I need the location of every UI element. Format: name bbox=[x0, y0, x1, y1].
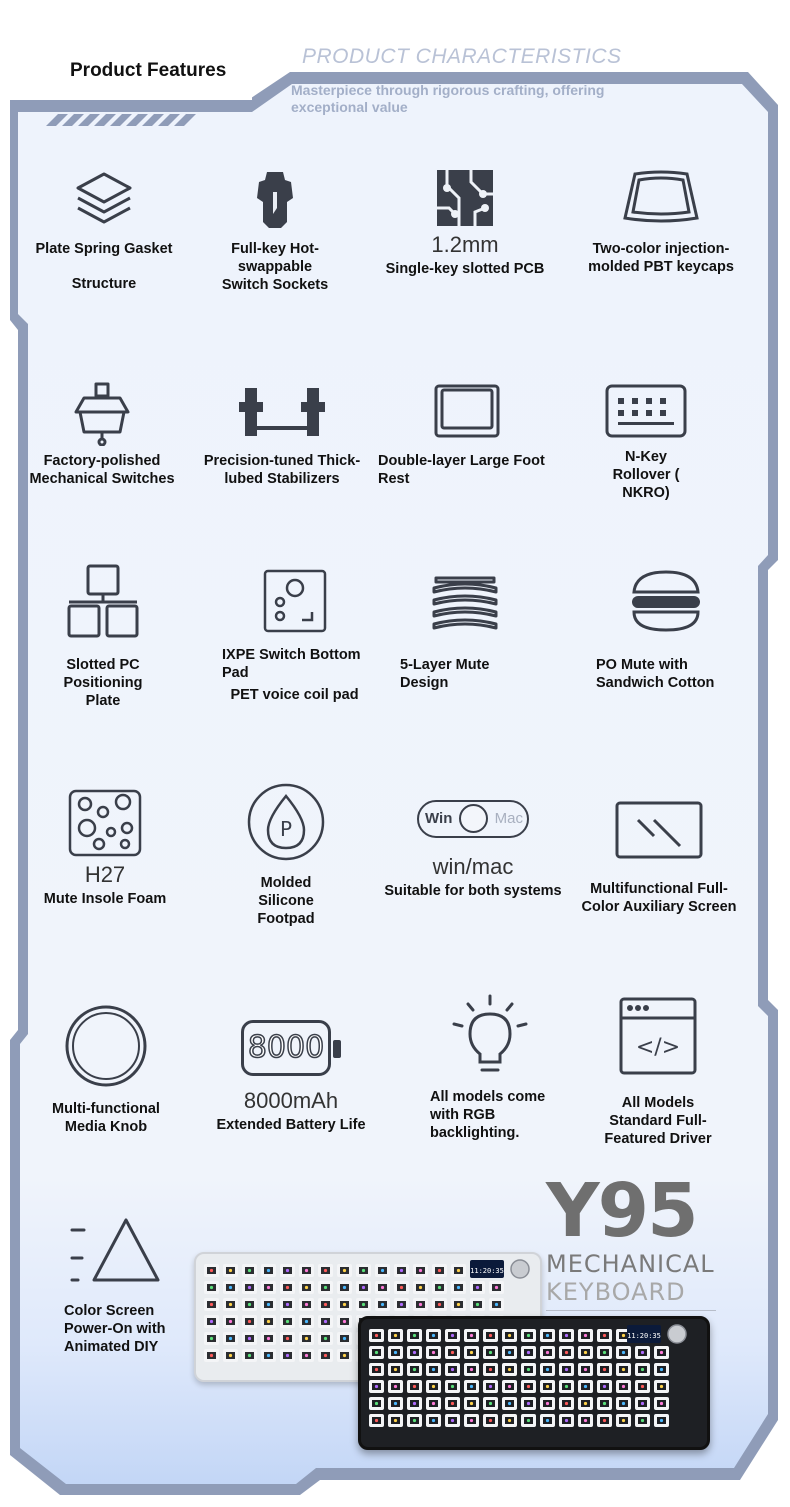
keyboard-rgb-led bbox=[584, 1351, 587, 1354]
keyboard-rgb-led bbox=[229, 1354, 232, 1357]
keyboard-rgb-led bbox=[400, 1303, 403, 1306]
keyboard-rgb-led bbox=[565, 1334, 568, 1337]
keyboard-rgb-led bbox=[432, 1419, 435, 1422]
keyboard-rgb-led bbox=[546, 1351, 549, 1354]
keyboard-rgb-led bbox=[248, 1337, 251, 1340]
feature-pc-plate bbox=[28, 562, 178, 710]
keyboard-rgb-led bbox=[603, 1385, 606, 1388]
feature-po-mute bbox=[596, 568, 736, 692]
keyboard-rgb-led bbox=[394, 1419, 397, 1422]
tab-product-features[interactable]: Product Features bbox=[70, 60, 227, 81]
keyboard-rgb-led bbox=[324, 1303, 327, 1306]
keyboard-rgb-led bbox=[229, 1269, 232, 1272]
feature-label: All Models Standard Full- Featured Driver bbox=[604, 1095, 712, 1147]
win-mac-toggle-icon bbox=[417, 800, 529, 838]
keyboard-knob bbox=[668, 1325, 686, 1343]
keyboard-rgb-led bbox=[394, 1368, 397, 1371]
keyboard-rgb-led bbox=[527, 1402, 530, 1405]
feature-label: PET voice coil pad bbox=[230, 687, 359, 703]
keyboard-rgb-led bbox=[476, 1303, 479, 1306]
feature-label: N-Key Rollover ( NKRO) bbox=[612, 449, 680, 501]
keyboard-rgb-led bbox=[527, 1419, 530, 1422]
keyboard-rgb-led bbox=[508, 1402, 511, 1405]
keyboard-rgb-led bbox=[451, 1351, 454, 1354]
keyboard-rgb-led bbox=[603, 1368, 606, 1371]
keyboard-rgb-led bbox=[457, 1269, 460, 1272]
keyboard-rgb-led bbox=[381, 1286, 384, 1289]
triangle-motion-icon bbox=[54, 1214, 164, 1288]
keyboard-rgb-led bbox=[622, 1385, 625, 1388]
keyboard-rgb-led bbox=[546, 1385, 549, 1388]
stabilizer-icon bbox=[237, 380, 327, 440]
keyboard-rgb-led bbox=[267, 1320, 270, 1323]
keyboard-rgb-led bbox=[381, 1303, 384, 1306]
feature-footpad bbox=[208, 782, 364, 928]
keyboard-rgb-led bbox=[603, 1402, 606, 1405]
feature-screen bbox=[572, 800, 746, 916]
keyboard-rgb-led bbox=[546, 1419, 549, 1422]
keyboard-black-image bbox=[358, 1316, 710, 1450]
keyboard-rgb-led bbox=[248, 1320, 251, 1323]
keyboard-rgb-led bbox=[229, 1320, 232, 1323]
keyboard-rgb-led bbox=[660, 1351, 663, 1354]
page-subtitle: Masterpiece through rigorous crafting, offering exceptional value bbox=[291, 82, 605, 115]
keyboard-rgb-led bbox=[622, 1334, 625, 1337]
keyboard-rgb-led bbox=[489, 1385, 492, 1388]
battery-capacity-label: 8000 bbox=[247, 1030, 325, 1065]
keyboard-rgb-led bbox=[394, 1351, 397, 1354]
brand-model: Y95 bbox=[546, 1168, 697, 1254]
keyboard-rgb-led bbox=[419, 1269, 422, 1272]
keyboard-rgb-led bbox=[267, 1337, 270, 1340]
feature-label: Extended Battery Life bbox=[216, 1117, 366, 1133]
feature-stabilizers bbox=[192, 380, 372, 488]
keyboard-rgb-led bbox=[394, 1402, 397, 1405]
keyboard-rgb-led bbox=[546, 1368, 549, 1371]
keyboard-rgb-led bbox=[660, 1368, 663, 1371]
keyboard-rgb-led bbox=[362, 1269, 365, 1272]
keyboard-rgb-led bbox=[305, 1286, 308, 1289]
keyboard-rgb-led bbox=[622, 1419, 625, 1422]
keyboard-rgb-led bbox=[641, 1385, 644, 1388]
keyboard-rgb-led bbox=[343, 1320, 346, 1323]
keyboard-rgb-led bbox=[343, 1286, 346, 1289]
keyboard-rgb-led bbox=[432, 1334, 435, 1337]
keyboard-rgb-led bbox=[527, 1385, 530, 1388]
keyboard-rgb-led bbox=[210, 1337, 213, 1340]
keyboard-rgb-led bbox=[324, 1286, 327, 1289]
toggle-win-label: Win bbox=[425, 810, 453, 827]
keyboard-rgb-led bbox=[438, 1269, 441, 1272]
keyboard-rgb-led bbox=[305, 1320, 308, 1323]
feature-pcb bbox=[370, 168, 560, 278]
pcb-thickness: 1.2mm bbox=[431, 232, 499, 257]
keyboard-rgb-led bbox=[641, 1351, 644, 1354]
foam-icon bbox=[67, 788, 143, 858]
feature-plate-spring bbox=[24, 168, 184, 293]
feature-knob bbox=[36, 1004, 176, 1136]
svg-text:</>: </> bbox=[635, 1035, 681, 1060]
keyboard-rgb-led bbox=[343, 1337, 346, 1340]
keyboard-rgb-led bbox=[394, 1334, 397, 1337]
feature-switches bbox=[22, 380, 182, 488]
keyboard-rgb-led bbox=[324, 1320, 327, 1323]
feature-label: Molded Silicone Footpad bbox=[257, 875, 315, 927]
keyboard-rgb-led bbox=[267, 1303, 270, 1306]
sandwich-icon bbox=[628, 568, 704, 634]
keyboard-rgb-led bbox=[413, 1385, 416, 1388]
keyboard-rgb-led bbox=[489, 1334, 492, 1337]
keyboard-rgb-led bbox=[451, 1385, 454, 1388]
feature-label: Structure bbox=[71, 276, 137, 292]
keyboard-rgb-led bbox=[508, 1419, 511, 1422]
keyboard-rgb-led bbox=[584, 1385, 587, 1388]
keyboard-rgb-led bbox=[527, 1368, 530, 1371]
keyboard-rgb-led bbox=[565, 1402, 568, 1405]
keyboard-rgb-led bbox=[343, 1303, 346, 1306]
keyboard-rgb-led bbox=[546, 1334, 549, 1337]
keyboard-rgb-led bbox=[470, 1402, 473, 1405]
keyboard-rgb-led bbox=[470, 1334, 473, 1337]
keyboard-rgb-led bbox=[305, 1303, 308, 1306]
keyboard-rgb-led bbox=[210, 1286, 213, 1289]
feature-label: Plate Spring Gasket bbox=[35, 241, 173, 257]
code-window-icon bbox=[618, 996, 698, 1076]
foot-rest-icon bbox=[432, 380, 502, 440]
keyboard-rgb-led bbox=[286, 1354, 289, 1357]
mute-layers-icon bbox=[430, 568, 500, 634]
keyboard-rgb-led bbox=[565, 1385, 568, 1388]
keyboard-rgb-led bbox=[476, 1286, 479, 1289]
keyboard-rgb-led bbox=[210, 1303, 213, 1306]
keycap-icon bbox=[621, 168, 701, 228]
switch-pad-icon bbox=[262, 568, 328, 634]
screen-icon bbox=[614, 800, 704, 862]
keyboard-rgb-led bbox=[584, 1419, 587, 1422]
toggle-knob bbox=[459, 804, 488, 833]
keyboard-rgb-led bbox=[584, 1368, 587, 1371]
keyboard-rgb-led bbox=[546, 1402, 549, 1405]
keyboard-rgb-led bbox=[394, 1385, 397, 1388]
keyboard-rgb-led bbox=[438, 1286, 441, 1289]
circuit-board-icon bbox=[435, 168, 495, 228]
keyboard-rgb-led bbox=[286, 1269, 289, 1272]
keyboard-knob bbox=[511, 1260, 529, 1278]
keyboard-rgb-led bbox=[248, 1354, 251, 1357]
keyboard-icon bbox=[604, 380, 688, 440]
feature-label: All models come with RGB backlighting. bbox=[430, 1089, 546, 1141]
keyboard-screen-time: 11:20:35 bbox=[470, 1267, 504, 1275]
keyboard-rgb-led bbox=[381, 1269, 384, 1272]
layers-icon bbox=[72, 168, 136, 232]
keyboard-rgb-led bbox=[375, 1402, 378, 1405]
feature-nkro bbox=[576, 380, 716, 502]
keyboard-rgb-led bbox=[413, 1368, 416, 1371]
keyboard-rgb-led bbox=[324, 1269, 327, 1272]
feature-label: Single-key slotted PCB bbox=[385, 261, 545, 277]
mechanical-switch-icon bbox=[70, 380, 134, 446]
toggle-mac-label: Mac bbox=[494, 810, 523, 827]
keyboard-rgb-led bbox=[495, 1286, 498, 1289]
keyboard-rgb-led bbox=[324, 1337, 327, 1340]
feature-label: Mute Insole Foam bbox=[43, 891, 167, 907]
keyboard-rgb-led bbox=[495, 1303, 498, 1306]
brand-divider bbox=[546, 1310, 716, 1311]
keyboard-rgb-led bbox=[432, 1402, 435, 1405]
keyboard-rgb-led bbox=[527, 1334, 530, 1337]
keyboard-rgb-led bbox=[286, 1303, 289, 1306]
feature-label: Precision-tuned Thick- lubed Stabilizers bbox=[203, 453, 361, 487]
keyboard-rgb-led bbox=[343, 1354, 346, 1357]
keyboard-rgb-led bbox=[375, 1334, 378, 1337]
feature-battery bbox=[200, 1020, 382, 1134]
feature-keycaps bbox=[576, 168, 746, 276]
keyboard-rgb-led bbox=[210, 1354, 213, 1357]
keyboard-rgb-led bbox=[267, 1354, 270, 1357]
keyboard-rgb-led bbox=[286, 1337, 289, 1340]
keyboard-rgb-led bbox=[375, 1351, 378, 1354]
keyboard-rgb-led bbox=[565, 1419, 568, 1422]
feature-winmac bbox=[378, 800, 568, 900]
keyboard-rgb-led bbox=[375, 1419, 378, 1422]
keyboard-rgb-led bbox=[508, 1368, 511, 1371]
keyboard-rgb-led bbox=[603, 1351, 606, 1354]
feature-label: Color Screen Power-On with Animated DIY bbox=[64, 1303, 166, 1355]
keyboard-rgb-led bbox=[286, 1286, 289, 1289]
keyboard-rgb-led bbox=[413, 1334, 416, 1337]
keyboard-rgb-led bbox=[432, 1385, 435, 1388]
keyboard-rgb-led bbox=[457, 1303, 460, 1306]
keyboard-rgb-led bbox=[248, 1286, 251, 1289]
keyboard-rgb-led bbox=[419, 1286, 422, 1289]
keyboard-rgb-led bbox=[400, 1286, 403, 1289]
foam-model: H27 bbox=[84, 862, 126, 887]
feature-label: Double-layer Large Foot Rest bbox=[378, 453, 545, 487]
keyboard-rgb-led bbox=[451, 1334, 454, 1337]
keyboard-rgb-led bbox=[343, 1269, 346, 1272]
keyboard-rgb-led bbox=[267, 1269, 270, 1272]
os-support: win/mac bbox=[432, 854, 514, 879]
keyboard-rgb-led bbox=[508, 1385, 511, 1388]
keyboard-rgb-led bbox=[622, 1368, 625, 1371]
keyboard-rgb-led bbox=[603, 1419, 606, 1422]
brand-line1: MECHANICAL bbox=[546, 1250, 715, 1278]
keyboard-rgb-led bbox=[660, 1385, 663, 1388]
feature-label: Two-color injection- molded PBT keycaps bbox=[588, 241, 734, 275]
keyboard-rgb-led bbox=[508, 1334, 511, 1337]
feature-foot-rest bbox=[372, 380, 562, 488]
keyboard-rgb-led bbox=[362, 1303, 365, 1306]
keyboard-rgb-led bbox=[622, 1351, 625, 1354]
page-title: PRODUCT CHARACTERISTICS bbox=[302, 45, 622, 68]
keyboard-rgb-led bbox=[229, 1337, 232, 1340]
keyboard-rgb-led bbox=[565, 1368, 568, 1371]
feature-label: PO Mute with Sandwich Cotton bbox=[596, 657, 715, 691]
feature-label: Slotted PC Positioning Plate bbox=[63, 657, 143, 709]
keyboard-rgb-led bbox=[470, 1368, 473, 1371]
keyboard-rgb-led bbox=[375, 1368, 378, 1371]
keyboard-screen-time: 11:20:35 bbox=[627, 1332, 661, 1340]
battery-capacity: 8000mAh bbox=[243, 1088, 339, 1113]
keyboard-rgb-led bbox=[419, 1303, 422, 1306]
keyboard-rgb-led bbox=[305, 1354, 308, 1357]
keyboard-rgb-led bbox=[210, 1269, 213, 1272]
keyboard-rgb-led bbox=[451, 1402, 454, 1405]
keyboard-rgb-led bbox=[470, 1351, 473, 1354]
keyboard-rgb-led bbox=[413, 1419, 416, 1422]
feature-driver bbox=[588, 996, 728, 1148]
feature-label: Full-key Hot- swappable Switch Sockets bbox=[221, 241, 329, 293]
keyboard-rgb-led bbox=[305, 1337, 308, 1340]
switch-socket-icon bbox=[243, 168, 307, 232]
keyboard-rgb-led bbox=[324, 1354, 327, 1357]
brand-line2: KEYBOARD bbox=[546, 1278, 686, 1306]
keyboard-rgb-led bbox=[622, 1402, 625, 1405]
feature-h27 bbox=[30, 788, 180, 908]
footpad-drop-icon bbox=[246, 782, 326, 862]
feature-animated-diy bbox=[44, 1214, 174, 1356]
keyboard-rgb-led bbox=[641, 1402, 644, 1405]
keyboard-rgb-led bbox=[451, 1368, 454, 1371]
feature-label: Factory-polished Mechanical Switches bbox=[29, 453, 175, 487]
feature-label: 5-Layer Mute Design bbox=[400, 657, 490, 691]
feature-label: Multi-functional Media Knob bbox=[52, 1101, 160, 1135]
keyboard-rgb-led bbox=[432, 1368, 435, 1371]
keyboard-rgb-led bbox=[400, 1269, 403, 1272]
keyboard-rgb-led bbox=[229, 1286, 232, 1289]
keyboard-rgb-led bbox=[584, 1402, 587, 1405]
keyboard-rgb-led bbox=[248, 1269, 251, 1272]
knob-icon bbox=[64, 1004, 148, 1088]
keyboard-rgb-led bbox=[660, 1419, 663, 1422]
keyboard-rgb-led bbox=[248, 1303, 251, 1306]
feature-ixpe bbox=[212, 568, 377, 704]
keyboard-rgb-led bbox=[489, 1368, 492, 1371]
feature-label: Suitable for both systems bbox=[384, 883, 562, 899]
feature-rgb bbox=[420, 994, 560, 1142]
keyboard-rgb-led bbox=[565, 1351, 568, 1354]
keyboard-rgb-led bbox=[489, 1351, 492, 1354]
keyboard-rgb-led bbox=[489, 1419, 492, 1422]
keyboard-rgb-led bbox=[229, 1303, 232, 1306]
keyboard-rgb-led bbox=[641, 1368, 644, 1371]
keyboard-rgb-led bbox=[438, 1303, 441, 1306]
keyboard-rgb-led bbox=[413, 1402, 416, 1405]
keyboard-rgb-led bbox=[470, 1419, 473, 1422]
battery-icon bbox=[241, 1020, 341, 1078]
brand-block bbox=[546, 1168, 746, 1311]
feature-mute-layers bbox=[400, 568, 530, 692]
keyboard-rgb-led bbox=[603, 1334, 606, 1337]
keyboard-rgb-led bbox=[210, 1320, 213, 1323]
keyboard-rgb-led bbox=[527, 1351, 530, 1354]
keyboard-rgb-led bbox=[375, 1385, 378, 1388]
keyboard-rgb-led bbox=[508, 1351, 511, 1354]
keyboard-rgb-led bbox=[660, 1402, 663, 1405]
keyboard-rgb-led bbox=[451, 1419, 454, 1422]
keyboard-rgb-led bbox=[489, 1402, 492, 1405]
keyboard-rgb-led bbox=[286, 1320, 289, 1323]
battery-tip bbox=[333, 1040, 341, 1058]
keyboard-rgb-led bbox=[267, 1286, 270, 1289]
keyboard-rgb-led bbox=[362, 1286, 365, 1289]
feature-label: IXPE Switch Bottom Pad bbox=[222, 647, 361, 681]
feature-label: Multifunctional Full- Color Auxiliary Screen bbox=[581, 881, 737, 915]
lightbulb-icon bbox=[448, 994, 532, 1074]
keyboard-rgb-led bbox=[457, 1286, 460, 1289]
keyboard-rgb-led bbox=[470, 1385, 473, 1388]
feature-hot-swap bbox=[200, 168, 350, 294]
keyboard-rgb-led bbox=[413, 1351, 416, 1354]
keyboard-rgb-led bbox=[641, 1419, 644, 1422]
keyboard-rgb-led bbox=[305, 1269, 308, 1272]
keyboard-rgb-led bbox=[584, 1334, 587, 1337]
svg-text:P: P bbox=[279, 817, 293, 841]
positioning-plate-icon bbox=[63, 562, 143, 642]
keyboard-rgb-led bbox=[432, 1351, 435, 1354]
